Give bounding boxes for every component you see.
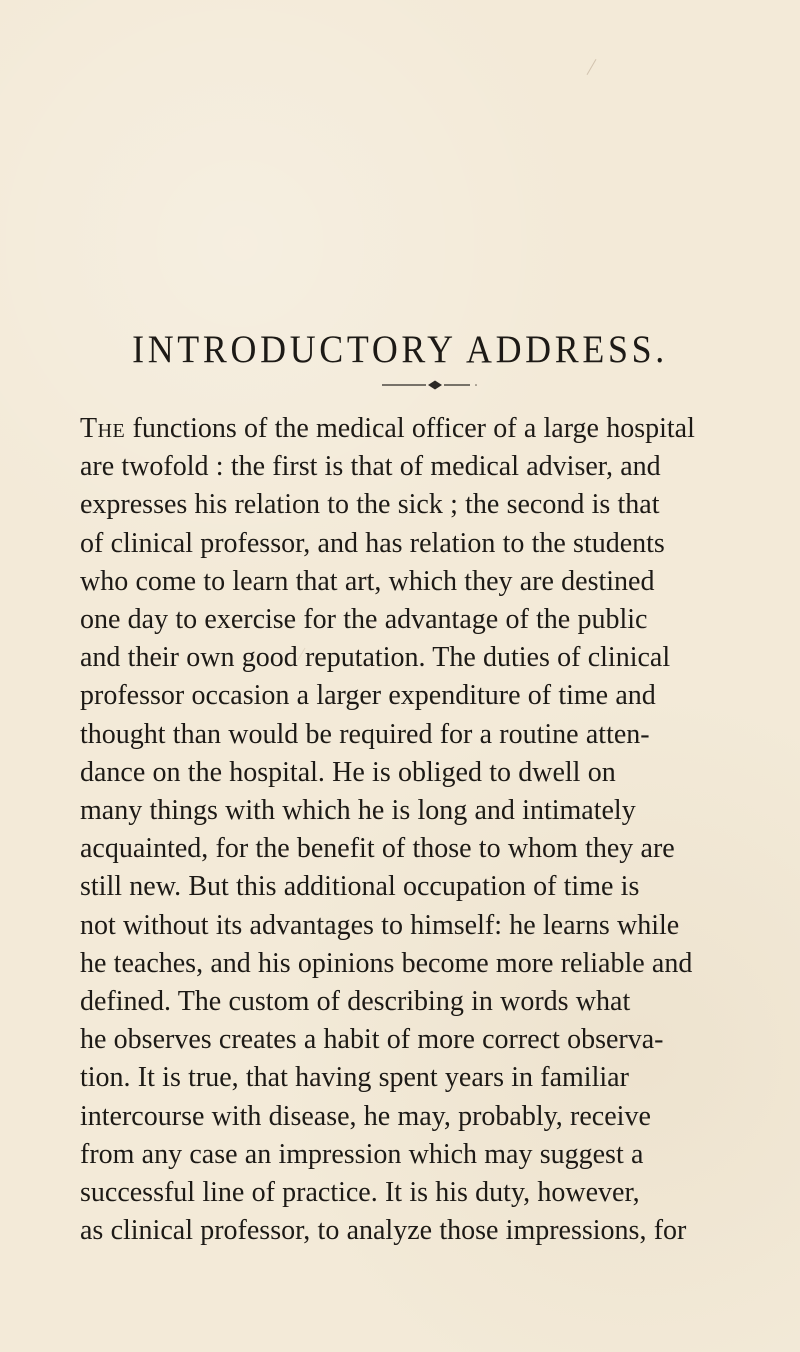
paragraph-line: expresses his relation to the sick ; the second is that bbox=[80, 489, 660, 521]
paragraph-line: intercourse with disease, he may, probably, receive bbox=[80, 1100, 651, 1132]
paragraph-line: as clinical professor, to analyze those impressions, for bbox=[80, 1215, 687, 1247]
paragraph-line: still new. But this additional occupation of time is bbox=[80, 871, 640, 903]
introductory-address-paragraph bbox=[80, 410, 706, 1250]
paragraph-line: from any case an impression which may suggest a bbox=[80, 1138, 644, 1170]
paragraph-line: of clinical professor, and has relation to the students bbox=[80, 527, 665, 559]
paragraph-line: successful line of practice. It is his duty, however, bbox=[80, 1177, 640, 1209]
paragraph-line: are twofold : the first is that of medical adviser, and bbox=[80, 451, 661, 483]
page-title: INTRODUCTORY ADDRESS. bbox=[132, 328, 668, 372]
paragraph-line: he teaches, and his opinions become more reliable and bbox=[80, 947, 693, 979]
diamond-rule-ornament bbox=[378, 379, 490, 391]
paragraph-line: The functions of the medical officer of a large hospital bbox=[80, 413, 695, 444]
paragraph-line: acquainted, for the benefit of those to whom they are bbox=[80, 833, 675, 865]
paragraph-line: dance on the hospital. He is obliged to dwell on bbox=[80, 756, 616, 788]
paragraph-line: defined. The custom of describing in words what bbox=[80, 986, 631, 1018]
paper-mark bbox=[587, 59, 597, 75]
paragraph-line: professor occasion a larger expenditure of time and bbox=[80, 680, 656, 712]
paragraph-line: thought than would be required for a routine atten- bbox=[80, 718, 650, 750]
paragraph-line: tion. It is true, that having spent years in familiar bbox=[80, 1062, 629, 1094]
paragraph-line: one day to exercise for the advantage of the public bbox=[80, 604, 648, 636]
paragraph-line: many things with which he is long and intimately bbox=[80, 795, 636, 827]
small-caps-opening-word: The bbox=[80, 413, 126, 444]
paragraph-line: he observes creates a habit of more correct observa- bbox=[80, 1024, 664, 1056]
paragraph-line: not without its advantages to himself: he learns while bbox=[80, 909, 680, 941]
paragraph-line: and their own good reputation. The duties of clinical bbox=[80, 642, 671, 674]
paragraph-line: who come to learn that art, which they are destined bbox=[80, 565, 655, 597]
